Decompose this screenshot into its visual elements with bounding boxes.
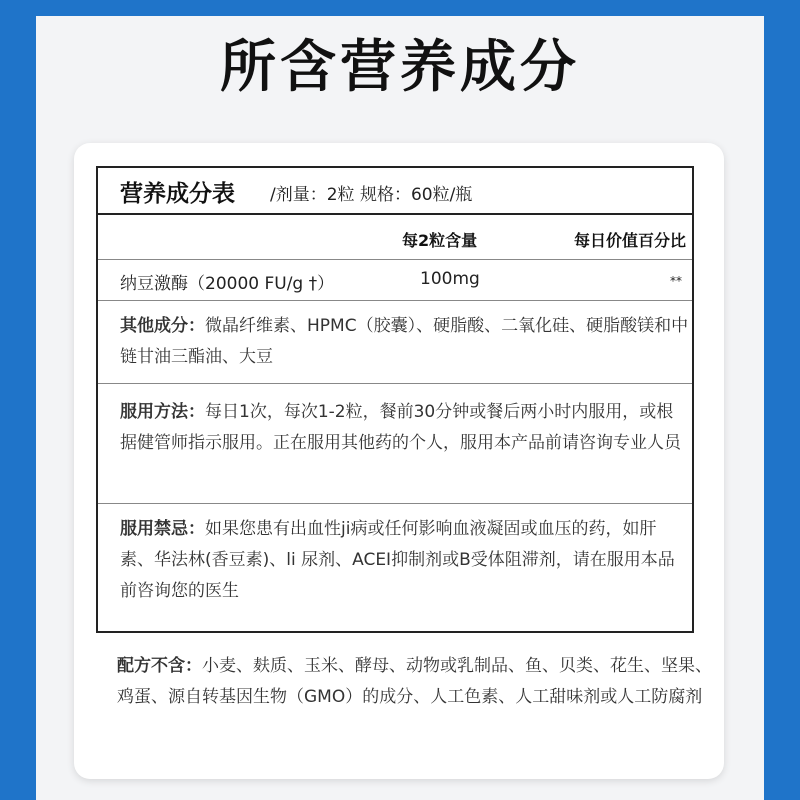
ingredient-amount: 100mg bbox=[420, 269, 480, 289]
other-ingredients bbox=[120, 311, 690, 373]
usage-text: 每日1次，每次1-2粒，餐前30分钟或餐后两小时内服用，或根据健管师指示服用。正在服用其他药的个人，服用本产品前请咨询专业人员 bbox=[120, 402, 681, 453]
ingredient-divider bbox=[98, 300, 692, 301]
ingredient-name: 纳豆激酶（20000 FU/g †） bbox=[120, 274, 335, 294]
usage-label: 服用方法： bbox=[120, 402, 205, 422]
ingredient-daily-value: ** bbox=[670, 274, 682, 288]
table-title: 营养成分表 bbox=[120, 181, 235, 207]
nutrition-table bbox=[96, 166, 694, 633]
other-divider bbox=[98, 383, 692, 384]
table-subtitle: /剂量：2粒 规格：60粒/瓶 bbox=[270, 185, 473, 205]
other-text: 微晶纤维素、HPMC（胶囊）、硬脂酸、二氧化硅、硬脂酸镁和中链甘油三酯油、大豆 bbox=[120, 316, 689, 367]
contra-label: 服用禁忌： bbox=[120, 519, 205, 539]
contraindications-section bbox=[120, 514, 690, 607]
free-from-label: 配方不含： bbox=[117, 656, 202, 676]
page-title: 所含营养成分 bbox=[220, 35, 580, 100]
contra-text: 如果您患有出血性ji病或任何影响血液凝固或血压的药，如肝素、华法林(香豆素)、li 尿剂、ACEI抑制剂或B受体阻滞剂，请在服用本品前咨询您的医生 bbox=[120, 519, 675, 601]
header-daily-value: 每日价值百分比 bbox=[573, 231, 686, 250]
table-title-row bbox=[98, 168, 692, 213]
table-header-row bbox=[98, 215, 692, 259]
usage-divider bbox=[98, 503, 692, 504]
ingredient-row bbox=[98, 260, 692, 300]
header-amount: 每2粒含量 bbox=[402, 231, 478, 250]
free-from-text: 小麦、麸质、玉米、酵母、动物或乳制品、鱼、贝类、花生、坚果、鸡蛋、源自转基因生物（GMO）的成分、人工色素、人工甜味剂或人工防腐剂 bbox=[117, 656, 712, 707]
other-label: 其他成分： bbox=[120, 316, 205, 336]
free-from-section bbox=[117, 651, 717, 713]
usage-section bbox=[120, 397, 690, 459]
